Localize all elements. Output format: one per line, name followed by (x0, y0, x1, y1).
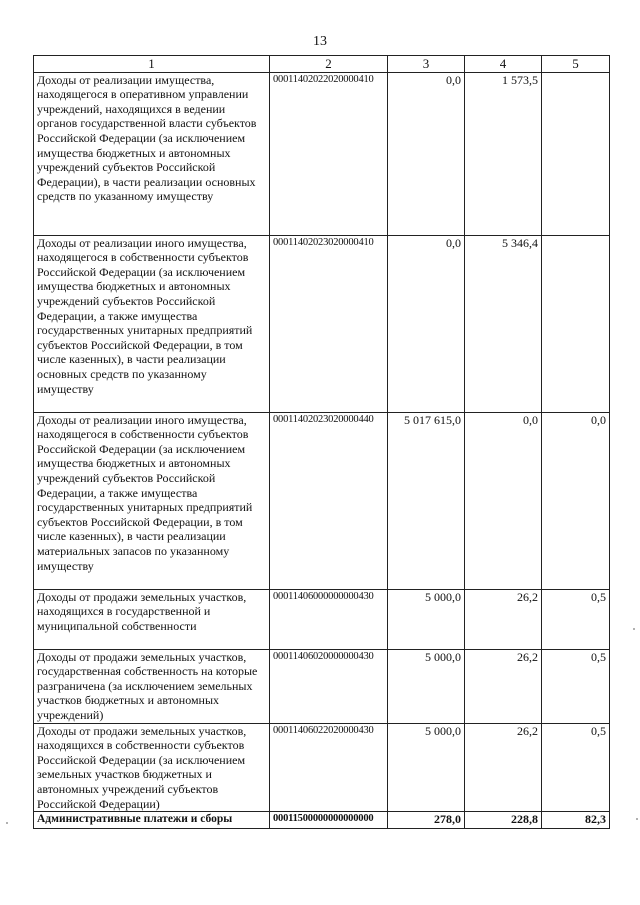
row-value-3: 5 000,0 (388, 649, 465, 723)
row-value-5 (542, 235, 610, 412)
row-name: Доходы от реализации иного имущества, находящегося в собственности субъектов Российской Федерации (за исключением имущества бюджетных и автономных учреждений субъектов Российской Федерации, а также имущества государственных унитарных предприятий субъектов Российской Федерации, в том числе казенных), в части реализации основных средств по указанному имуществу (34, 235, 270, 412)
total-name: Административные платежи и сборы (34, 812, 270, 829)
scan-speck (6, 822, 8, 824)
row-code: 00011402023020000440 (270, 412, 388, 589)
row-value-4: 0,0 (465, 412, 542, 589)
column-header-5: 5 (542, 56, 610, 73)
row-value-3: 0,0 (388, 72, 465, 235)
revenue-table (33, 55, 610, 829)
total-value-3: 278,0 (388, 812, 465, 829)
total-row (34, 812, 610, 829)
row-name: Доходы от продажи земельных участков, находящихся в государственной и муниципальной собственности (34, 589, 270, 649)
table-row (34, 723, 610, 812)
table-row (34, 72, 610, 235)
row-value-3: 5 000,0 (388, 589, 465, 649)
row-name: Доходы от продажи земельных участков, находящихся в собственности субъектов Российской Федерации (за исключением земельных участков бюджетных и автономных учреждений субъектов Российской Федерации) (34, 723, 270, 812)
scan-speck (636, 818, 638, 820)
row-value-4: 26,2 (465, 589, 542, 649)
table-row (34, 649, 610, 723)
row-value-5: 0,5 (542, 723, 610, 812)
row-value-3: 5 000,0 (388, 723, 465, 812)
total-value-5: 82,3 (542, 812, 610, 829)
row-name: Доходы от продажи земельных участков, государственная собственность на которые разграничена (за исключением земельных участков бюджетных и автономных учреждений) (34, 649, 270, 723)
row-value-4: 5 346,4 (465, 235, 542, 412)
row-code: 00011402022020000410 (270, 72, 388, 235)
row-value-4: 26,2 (465, 649, 542, 723)
scan-speck (633, 628, 635, 630)
column-header-3: 3 (388, 56, 465, 73)
row-name: Доходы от реализации имущества, находящегося в оперативном управлении учреждений, находящихся в ведении органов государственной власти субъектов Российской Федерации (за исключением имущества бюджетных и автономных учреждений субъектов Российской Федерации), в части реализации основных средств по указанному имуществу (34, 72, 270, 235)
row-value-5: 0,5 (542, 589, 610, 649)
column-header-2: 2 (270, 56, 388, 73)
row-code: 00011406020000000430 (270, 649, 388, 723)
total-code: 00011500000000000000 (270, 812, 388, 829)
row-value-4: 1 573,5 (465, 72, 542, 235)
total-value-4: 228,8 (465, 812, 542, 829)
row-value-3: 5 017 615,0 (388, 412, 465, 589)
table-row (34, 235, 610, 412)
row-value-5: 0,5 (542, 649, 610, 723)
column-header-1: 1 (34, 56, 270, 73)
table-row (34, 412, 610, 589)
table-row (34, 589, 610, 649)
row-code: 00011402023020000410 (270, 235, 388, 412)
row-value-4: 26,2 (465, 723, 542, 812)
column-header-4: 4 (465, 56, 542, 73)
row-value-5 (542, 72, 610, 235)
row-value-3: 0,0 (388, 235, 465, 412)
row-name: Доходы от реализации иного имущества, находящегося в собственности субъектов Российской Федерации (за исключением имущества бюджетных и автономных учреждений субъектов Российской Федерации, а также имущества государственных унитарных предприятий субъектов Российской Федерации, в том числе казенных), в части реализации материальных запасов по указанному имуществу (34, 412, 270, 589)
column-header-row (34, 56, 610, 73)
page-number: 13 (313, 34, 327, 49)
row-code: 00011406000000000430 (270, 589, 388, 649)
row-code: 00011406022020000430 (270, 723, 388, 812)
row-value-5: 0,0 (542, 412, 610, 589)
